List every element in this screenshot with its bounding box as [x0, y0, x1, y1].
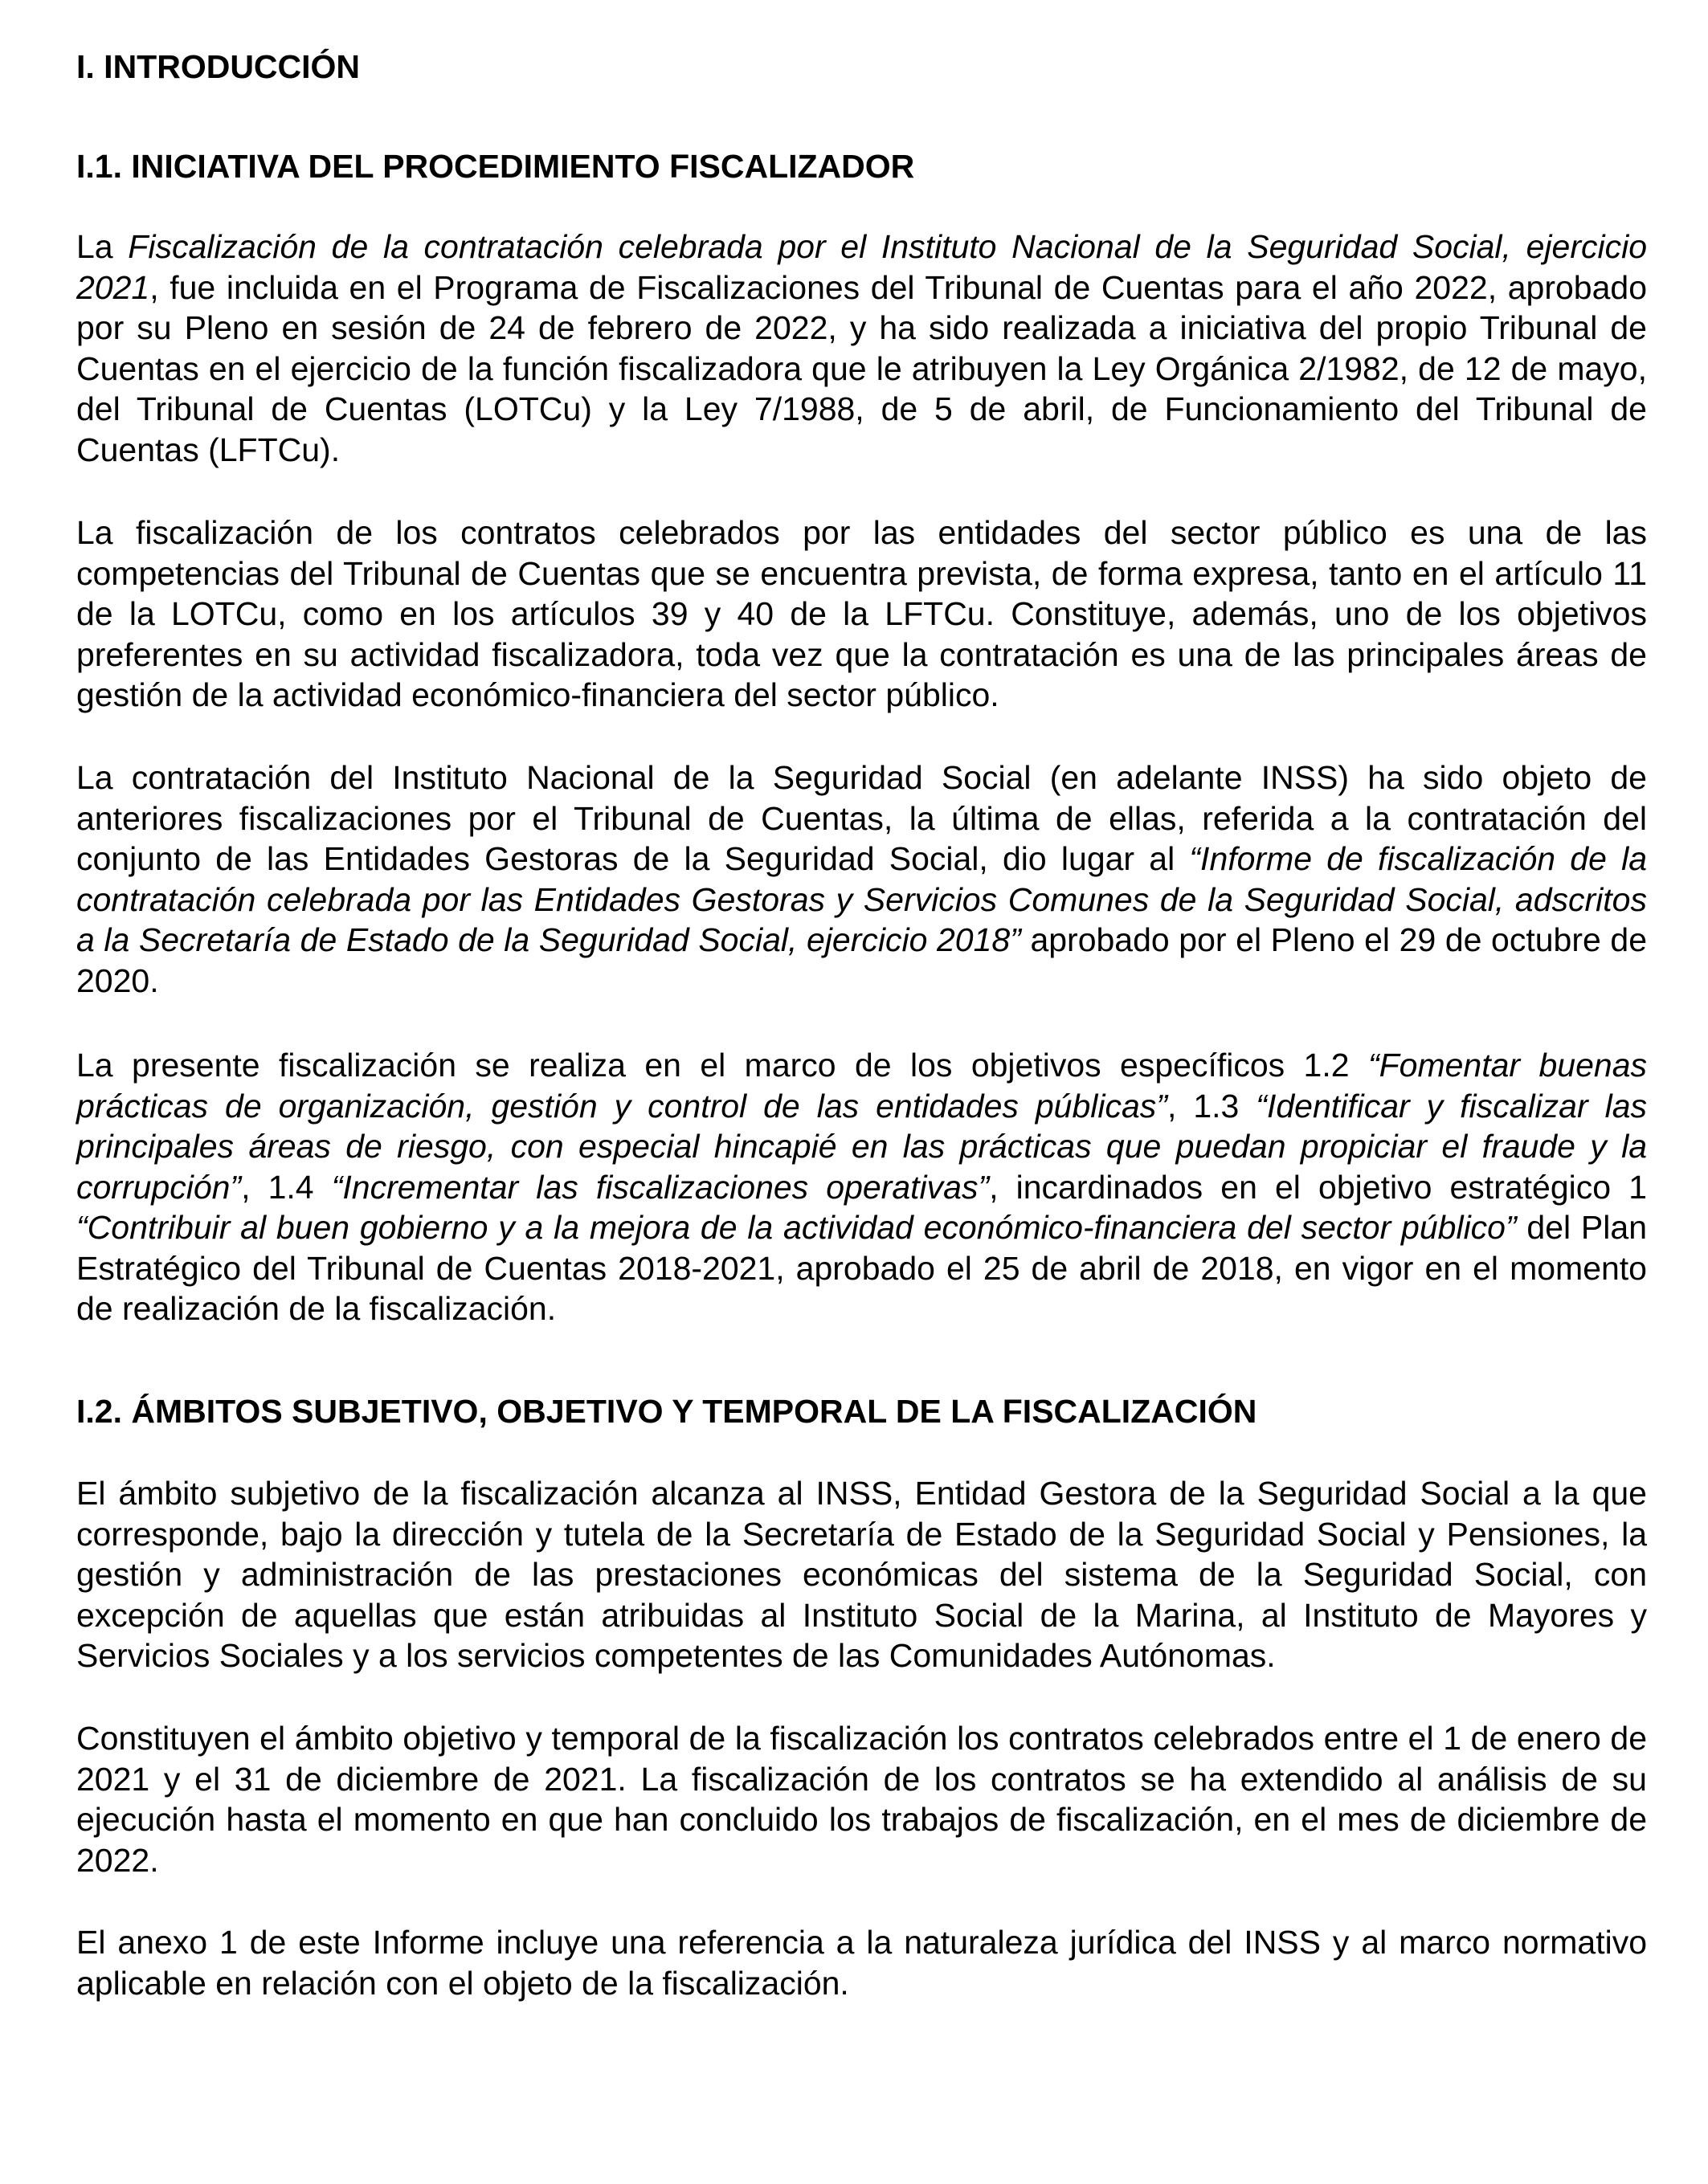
text: La fiscalización de los contratos celebrados por las entidades del sector público es una de las competencias del Tribunal de Cuentas que se encuentra prevista, de forma expresa, tanto en el artículo 11 de la LOTCu, como en los artículos 39 y 40 de la LFTCu. Constituye, además, uno de los objetivos preferentes en su actividad fiscalizadora, toda vez que la contratación es una de las principales áreas de gestión de la actividad económico-financiera del sector público.: [76, 514, 1647, 713]
paragraph: [76, 1473, 1647, 1676]
text: del Plan Estratégico del Tribunal de Cuentas 2018-2021, aprobado el 25 de abril de 2018, en vigor en el momento de realización de la fiscalización.: [76, 1209, 1647, 1327]
text: , 1.3: [1167, 1087, 1256, 1125]
text: , fue incluida en el Programa de Fiscalizaciones del Tribunal de Cuentas para el año 2022, aprobado por su Pleno en sesión de 24 de febrero de 2022, y ha sido realizada a iniciativa del propio Tribunal de Cuentas en el ejercicio de la función fiscalizadora que le atribuyen la Ley Orgánica 2/1982, de 12 de mayo, del Tribunal de Cuentas (LOTCu) y la Ley 7/1988, de 5 de abril, de Funcionamiento del Tribunal de Cuentas (LFTCu).: [76, 268, 1647, 468]
text: aprobado por el Pleno el 29 de octubre de 2020.: [76, 921, 1647, 999]
paragraph: [76, 227, 1647, 470]
paragraph: [76, 1922, 1647, 2003]
text: El anexo 1 de este Informe incluye una referencia a la naturaleza jurídica del INSS y al marco normativo aplicable en relación con el objeto de la fiscalización.: [76, 1924, 1647, 2002]
italic-text: “Informe de fiscalización de la contratación celebrada por las Entidades Gestoras y Servicios Comunes de la Seguridad Social, adscritos a la Secretaría de Estado de la Seguridad Social, ejercicio 2018”: [76, 840, 1648, 958]
text: , 1.4: [241, 1168, 332, 1206]
italic-text: “Incrementar las fiscalizaciones operativas”: [331, 1168, 990, 1206]
section-1-title: I.1. INICIATIVA DEL PROCEDIMIENTO FISCALIZADOR: [76, 148, 915, 185]
italic-text: “Fomentar buenas prácticas de organización, gestión y control de las entidades públicas”: [76, 1047, 1647, 1125]
paragraph: [76, 757, 1647, 1001]
text: La contratación del Instituto Nacional de la Seguridad Social (en adelante INSS) ha sido objeto de anteriores fiscalizaciones por el Tribunal de Cuentas, la última de ellas, referida a la contratación del conjunto de las Entidades Gestoras de la Seguridad Social, dio lugar al: [76, 759, 1647, 877]
text: El ámbito subjetivo de la fiscalización alcanza al INSS, Entidad Gestora de la Seguridad Social a la que corresponde, bajo la dirección y tutela de la Secretaría de Estado de la Seguridad Social y Pensiones, la gestión y administración de las prestaciones económicas del sistema de la Seguridad Social, con excepción de aquellas que están atribuidas al Instituto Social de la Marina, al Instituto de Mayores y Servicios Sociales y a los servicios competentes de las Comunidades Autónomas.: [76, 1475, 1647, 1674]
text: La: [76, 228, 129, 265]
italic-text: “Identificar y fiscalizar las principales áreas de riesgo, con especial hincapié en las prácticas que puedan propiciar el fraude y la corrupción”: [76, 1087, 1648, 1206]
text: La presente fiscalización se realiza en el marco de los objetivos específicos 1.2: [76, 1047, 1368, 1084]
text: Constituyen el ámbito objetivo y temporal de la fiscalización los contratos celebrados entre el 1 de enero de 2021 y el 31 de diciembre de 2021. La fiscalización de los contratos se ha extendido al análisis de su ejecución hasta el momento en que han concluido los trabajos de fiscalización, en el mes de diciembre de 2022.: [76, 1720, 1647, 1879]
italic-text: Fiscalización de la contratación celebrada por el Instituto Nacional de la Seguridad Social, ejercicio 2021: [76, 228, 1647, 306]
italic-text: “Contribuir al buen gobierno y a la mejora de la actividad económico-financiera del sector público”: [76, 1209, 1517, 1246]
paragraph: [76, 1045, 1647, 1329]
paragraph: [76, 512, 1647, 716]
text: , incardinados en el objetivo estratégico 1: [989, 1168, 1647, 1206]
heading-introduccion: I. INTRODUCCIÓN: [76, 48, 361, 85]
paragraph: [76, 1718, 1647, 1880]
section-2-title: I.2. ÁMBITOS SUBJETIVO, OBJETIVO Y TEMPORAL DE LA FISCALIZACIÓN: [76, 1393, 1257, 1430]
